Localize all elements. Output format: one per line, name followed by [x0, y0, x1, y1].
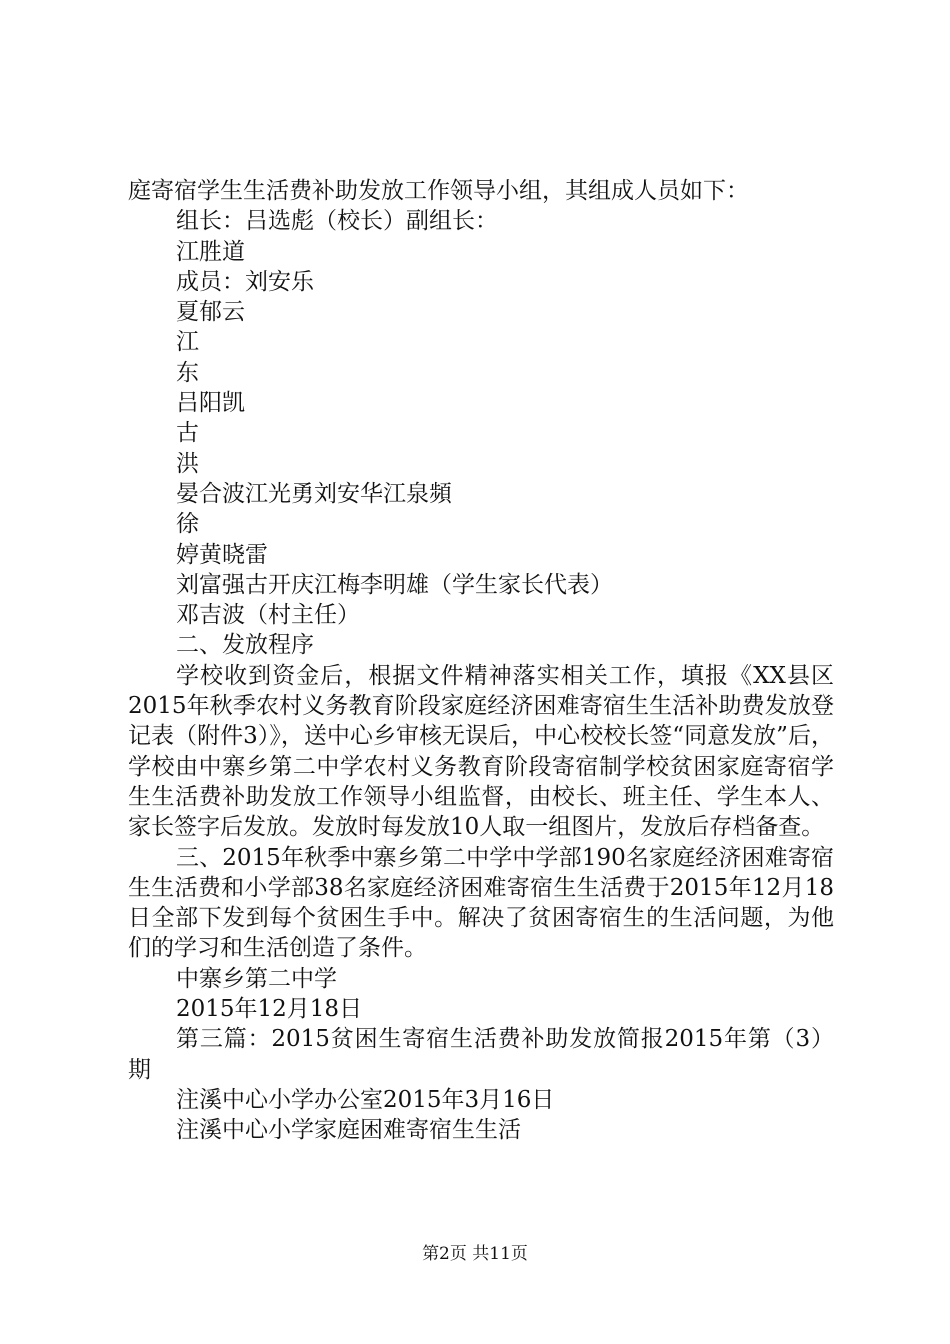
paragraph-procedure: 学校收到资金后，根据文件精神落实相关工作，填报《XX县区2015年秋季农村义务教育阶段家庭经济困难寄宿生生活补助费发放登记表（附件3）》，送中心乡审核无误后，中心校校长签“同意发放”后，学校由中寨乡第二中学农村义务教育阶段寄宿制学校贫困家庭寄宿学生生活费补助发放工作领导小组监督，由校长、班主任、学生本人、家长签字后发放。发放时每发放10人取一组图片，发放后存档备查。: [128, 662, 834, 841]
member-name: 吕阳凯: [176, 390, 245, 417]
member-name: 东: [176, 359, 199, 386]
signature-org: 中寨乡第二中学: [176, 965, 337, 992]
member-name: 洪: [176, 450, 199, 477]
page-footer: 第2页 共11页: [422, 1244, 528, 1264]
section-heading: 二、发放程序: [176, 632, 314, 659]
article-heading: 第三篇：2015贫困生寄宿生活费补助发放简报2015年第（3）期: [128, 1026, 834, 1083]
member-name: 江: [176, 329, 199, 356]
member-name: 江胜道: [176, 238, 245, 265]
member-names: 晏合波江光勇刘安华江泉頻: [176, 480, 452, 507]
member-names: 刘富强古开庆江梅李明雄（学生家长代表）: [176, 571, 613, 598]
paragraph-summary: 三、2015年秋季中寨乡第二中学中学部190名家庭经济困难寄宿生生活费和小学部38名家庭经济困难寄宿生生活费于2015年12月18日全部下发到每个贫困生手中。解决了贫困寄宿生的生活问题，为他们的学习和生活创造了条件。: [128, 844, 834, 962]
signature-date: 2015年12月18日: [176, 996, 363, 1023]
member-name: 徐: [176, 511, 199, 538]
text-line: 庭寄宿学生生活费补助发放工作领导小组，其组成人员如下：: [128, 178, 749, 204]
member-name: 邓吉波（村主任）: [176, 602, 360, 629]
office-date-line: 注溪中心小学办公室2015年3月16日: [176, 1086, 555, 1113]
member-name: 夏郁云: [176, 299, 245, 326]
text-line: 注溪中心小学家庭困难寄宿生生活: [176, 1117, 521, 1144]
document-body: [128, 176, 834, 1146]
member-names: 婷黄晓雷: [176, 541, 268, 568]
member-name: 古: [176, 420, 199, 447]
members-line: 成员：刘安乐: [176, 268, 314, 295]
leader-line: 组长：吕选彪（校长）副组长：: [176, 208, 498, 235]
